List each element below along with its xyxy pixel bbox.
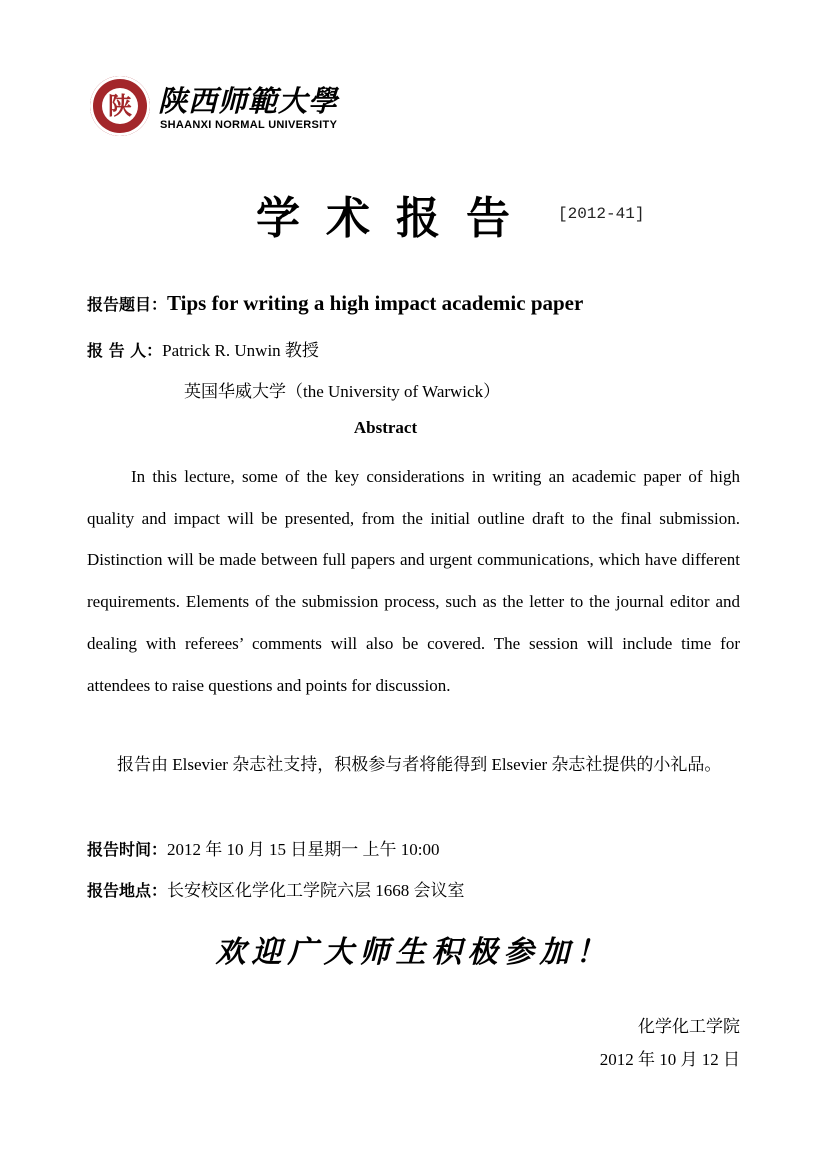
topic-row	[87, 291, 583, 316]
signature-date: 2012 年 10 月 12 日	[599, 1050, 740, 1069]
university-logo	[90, 76, 340, 138]
speaker-name: Patrick R. Unwin 教授	[162, 341, 319, 360]
topic-label: 报告题目：	[87, 295, 168, 314]
title-block	[0, 182, 827, 242]
speaker-affiliation: 英国华威大学（the University of Warwick）	[184, 382, 501, 401]
sponsor-note: 报告由 Elsevier 杂志社支持，积极参与者将能得到 Elsevier 杂志社提供的小礼品。	[117, 755, 722, 774]
location-row	[87, 876, 465, 901]
abstract-text: In this lecture, some of the key considerations in writing an academic paper of high quality and impact will be presented, from the initial outline draft to the final submission. Distinction will be made between full papers and urgent communications, which have different requirements. Elements of the submission process, such as the letter to the journal editor and dealing with referees’ comments will also be covered. The session will include time for attendees to raise questions and points for discussion.	[87, 467, 740, 695]
time-row	[87, 835, 440, 860]
location-label: 报告地点：	[87, 881, 168, 900]
location-value: 长安校区化学化工学院六层 1668 会议室	[167, 881, 465, 900]
welcome-message: 欢迎广大师生积极参加！	[215, 935, 612, 970]
university-seal-icon	[90, 76, 150, 136]
topic-value: Tips for writing a high impact academic paper	[167, 291, 584, 315]
speaker-label: 报 告 人：	[87, 341, 163, 360]
signature-org: 化学化工学院	[638, 1017, 740, 1036]
university-name-en: SHAANXI NORMAL UNIVERSITY	[160, 119, 338, 131]
report-number: [2012-41]	[558, 205, 645, 223]
page-title: 学术报告	[256, 193, 536, 244]
speaker-row	[87, 336, 319, 361]
time-value: 2012 年 10 月 15 日星期一 上午 10:00	[167, 840, 440, 859]
abstract-heading: Abstract	[353, 418, 418, 437]
seal-character: 陕	[102, 88, 138, 124]
speaker-affiliation-row	[184, 377, 500, 402]
time-label: 报告时间：	[87, 840, 168, 859]
university-name-cn: 陕西师範大學	[158, 84, 339, 118]
